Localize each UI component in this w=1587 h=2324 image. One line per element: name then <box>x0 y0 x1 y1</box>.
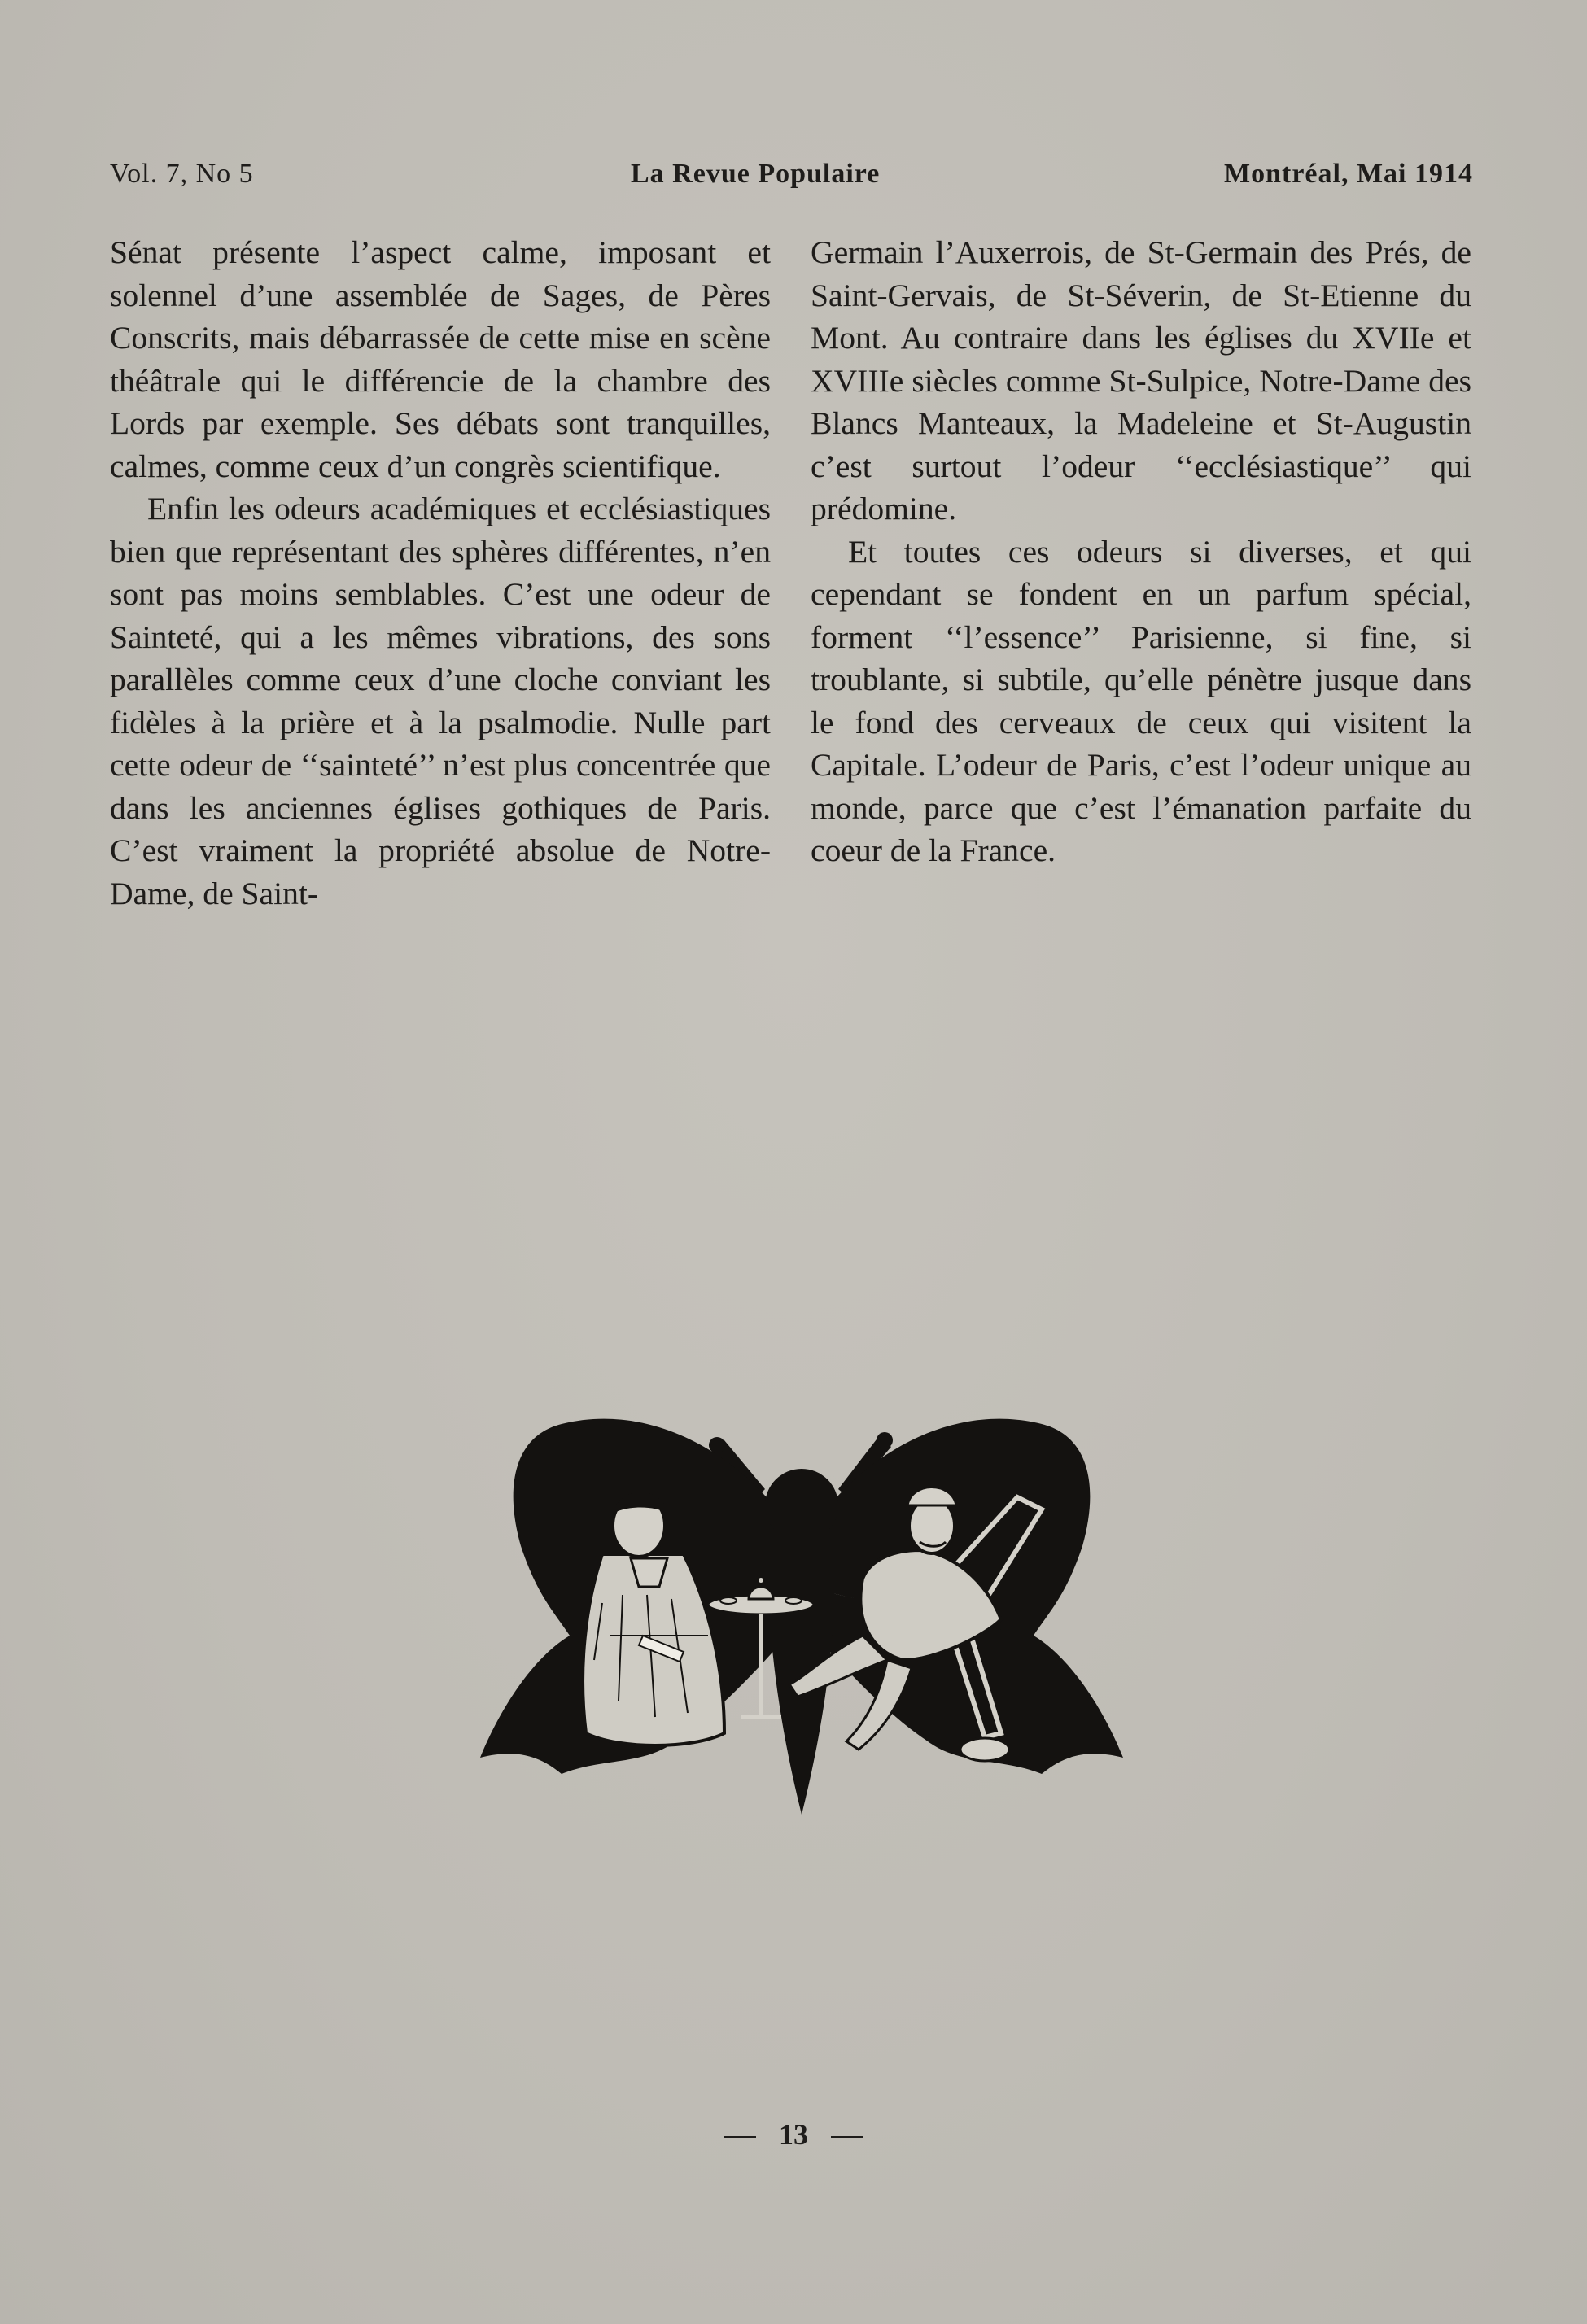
page-folio <box>0 2117 1587 2151</box>
left-column <box>110 231 771 915</box>
paragraph: Germain l’Auxerrois, de St-Germain des Prés, de Saint-Gervais, de St-Séverin, de St-Etienne du Mont. Au contraire dans les églises du XVIIe et XVIIIe siècles comme St-Sulpice, Notre-Dame des Blancs Manteaux, la Madeleine et St-Augustin c’est surtout l’odeur ‘‘ecclésiastique’’ qui prédomine. <box>811 234 1471 526</box>
running-head <box>110 159 1473 199</box>
place-date: Montréal, Mai 1914 <box>1224 159 1473 189</box>
folio-dash <box>724 2136 756 2138</box>
paragraph: Enfin les odeurs académiques et ecclésiastiques bien que représentant des sphères différentes, n’en sont pas moins semblables. C’est une odeur de Sainteté, qui a les mêmes vibrations, des sons parallèles comme ceux d’une cloche conviant les fidèles à la prière et à la psalmodie. Nulle part cette odeur de ‘‘sainteté’’ n’est plus concentrée que dans les anciennes églises gothiques de Paris. C’est vraiment la propriété absolue de Notre-Dame, de Saint- <box>110 491 771 911</box>
butterfly-couple-tea-illustration <box>480 1391 1123 1815</box>
right-column <box>811 231 1471 872</box>
volume-number: Vol. 7, No 5 <box>110 159 254 189</box>
journal-title: La Revue Populaire <box>631 159 881 189</box>
paragraph: Et toutes ces odeurs si diverses, et qui cependant se fondent en un parfum spécial, forment ‘‘l’essence’’ Parisienne, si fine, si troublante, si subtile, qu’elle pénètre jusque dans le fond des cerveaux de ceux qui visitent la Capitale. L’odeur de Paris, c’est l’odeur unique au monde, parce que c’est l’émanation parfaite du coeur de la France. <box>811 533 1471 868</box>
cat <box>960 1738 1009 1761</box>
folio-dash <box>831 2136 863 2138</box>
page-number: 13 <box>779 2118 808 2151</box>
paragraph: Sénat présente l’aspect calme, imposant et solennel d’une assemblée de Sages, de Pères Conscrits, mais débarrassée de cette mise en scène théâtrale qui le différencie de la chambre des Lords par exemple. Ses débats sont tranquilles, calmes, comme ceux d’un congrès scientifique. <box>110 234 771 484</box>
teapot <box>749 1587 773 1599</box>
